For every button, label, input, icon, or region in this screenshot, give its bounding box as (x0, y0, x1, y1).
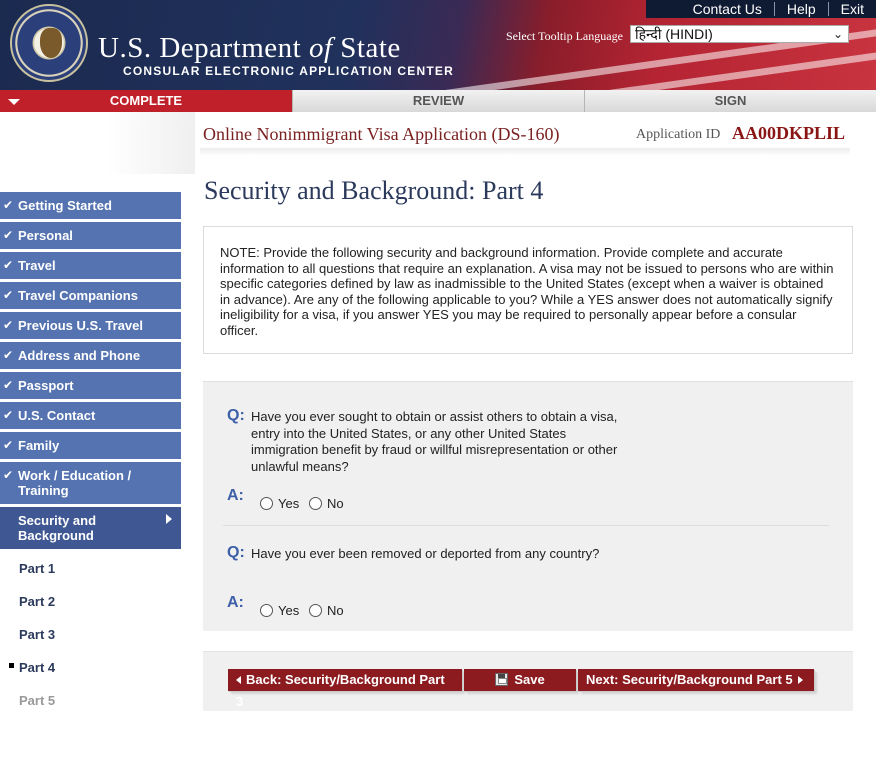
page-title: Security and Background: Part 4 (204, 176, 544, 205)
sidebar-item-label: U.S. Contact (18, 408, 96, 423)
answer-label: A: (227, 594, 244, 611)
question-label: Q: (227, 407, 245, 424)
question-text: Have you ever been removed or deported from any country? (251, 546, 600, 561)
checkmark-icon: ✔ (3, 228, 14, 242)
department-subtitle: CONSULAR ELECTRONIC APPLICATION CENTER (123, 64, 454, 78)
help-link[interactable]: Help (786, 1, 816, 17)
sidebar-item-label: Getting Started (18, 198, 112, 213)
question-divider (223, 525, 829, 526)
sidebar-item-travel-companions[interactable] (0, 282, 181, 312)
application-id-value: AA00DKPLIL (732, 123, 846, 143)
tooltip-language-select[interactable] (630, 25, 849, 43)
sidebar-item-passport[interactable] (0, 372, 181, 402)
sidebar-item-getting-started[interactable] (0, 192, 181, 222)
caret-down-icon (8, 99, 20, 105)
radio-yes-label: Yes (278, 603, 300, 618)
sidebar-item-label: Travel Companions (18, 288, 138, 303)
application-id-label: Application ID (636, 127, 721, 142)
progress-steps (0, 90, 876, 112)
next-button-label: Next: Security/Background Part 5 (586, 672, 793, 687)
title-part2: State (340, 32, 401, 64)
tooltip-language-label: Select Tooltip Language (506, 29, 623, 43)
checkmark-icon: ✔ (3, 378, 14, 392)
radio-no-label: No (327, 496, 344, 511)
sidebar-subitem-part-5: Part 5 (19, 693, 56, 708)
radio-no[interactable] (309, 496, 344, 511)
title-part1: U.S. Department (98, 32, 302, 64)
sidebar-nav (0, 192, 181, 717)
back-button-label: Back: Security/Background Part 3 (236, 672, 445, 709)
sidebar-item-work-education-training[interactable] (0, 462, 181, 507)
arrow-right-icon (798, 676, 803, 684)
title-divider (200, 148, 850, 156)
question-label: Q: (227, 544, 245, 561)
sidebar-subitem-part-4[interactable] (0, 651, 181, 684)
note-box: NOTE: Provide the following security and background information. Provide complete and accurate information to all questions that require an explanation. A visa may not be issued to persons who are within specific categories defined by law as inadmissible to the United States (except when a waiver is obtained in advance). Are any of the following applicable to you? While a YES answer does not automatically signify ineligibility for a visa, if you answer YES you may be required to personally appear before a consular officer. (203, 226, 853, 354)
sidebar-item-label: Personal (18, 228, 73, 243)
step-complete-label: COMPLETE (109, 93, 183, 108)
radio-circle-icon[interactable] (260, 604, 273, 617)
sidebar-item-us-contact[interactable] (0, 402, 181, 432)
sidebar-item-security-and-background[interactable] (0, 507, 181, 552)
sidebar-item-personal[interactable] (0, 222, 181, 252)
sidebar-top-fade (0, 112, 195, 174)
radio-yes-label: Yes (278, 496, 300, 511)
sidebar-subitem-part-2[interactable]: Part 2 (19, 594, 56, 609)
next-button[interactable] (578, 669, 814, 691)
checkmark-icon: ✔ (3, 318, 14, 332)
button-bar (203, 651, 853, 711)
sidebar-item-label: Passport (18, 378, 74, 393)
sidebar-item-label: Security and Background (18, 513, 97, 543)
language-selected-value: हिन्दी (HINDI) (635, 26, 713, 42)
checkmark-icon: ✔ (3, 348, 14, 362)
save-button-label: Save (514, 672, 545, 687)
top-links-bar (646, 0, 876, 18)
form-name: Online Nonimmigrant Visa Application (DS-160) (203, 124, 560, 144)
sidebar-item-label: Family (18, 438, 60, 453)
radio-circle-icon[interactable] (309, 497, 322, 510)
sidebar-item-label: Travel (18, 258, 56, 273)
title-of: of (308, 32, 333, 64)
radio-yes[interactable] (260, 603, 299, 618)
sidebar-subitem-part-3[interactable]: Part 3 (19, 627, 56, 642)
department-seal-logo (10, 4, 88, 82)
step-review[interactable] (292, 90, 584, 112)
current-marker-icon (9, 663, 14, 668)
contact-us-link[interactable]: Contact Us (692, 1, 762, 17)
sidebar-item-previous-us-travel[interactable] (0, 312, 181, 342)
answer-label: A: (227, 487, 244, 504)
radio-yes[interactable] (260, 496, 299, 511)
chevron-down-icon: ⌄ (832, 27, 843, 41)
department-title (98, 32, 401, 65)
radio-no-label: No (327, 603, 344, 618)
step-complete[interactable] (0, 90, 292, 112)
exit-link[interactable]: Exit (840, 1, 864, 17)
sidebar-item-family[interactable] (0, 432, 181, 462)
site-header (0, 0, 876, 90)
sidebar-item-address-and-phone[interactable] (0, 342, 181, 372)
back-button[interactable] (228, 669, 462, 709)
floppy-disk-icon (495, 673, 508, 686)
arrow-right-icon (166, 514, 172, 524)
step-review-label: REVIEW (412, 93, 465, 108)
checkmark-icon: ✔ (3, 258, 14, 272)
step-sign[interactable] (584, 90, 876, 112)
sidebar-item-label: Address and Phone (18, 348, 141, 363)
radio-no[interactable] (309, 603, 344, 618)
checkmark-icon: ✔ (3, 438, 14, 452)
arrow-left-icon (236, 676, 241, 684)
eagle-icon (40, 28, 62, 58)
sidebar-item-travel[interactable] (0, 252, 181, 282)
question-text: Have you ever sought to obtain or assist others to obtain a visa, entry into the United States, or any other United States immigration benefit by fraud or willful misrepresentation or other unlawful means? (251, 409, 618, 474)
step-sign-label: SIGN (714, 93, 747, 108)
radio-circle-icon[interactable] (260, 497, 273, 510)
checkmark-icon: ✔ (3, 408, 14, 422)
sidebar-item-label: Previous U.S. Travel (18, 318, 144, 333)
sidebar-item-label: Work / Education / Training (18, 468, 132, 498)
sidebar-subitem-label: Part 4 (19, 660, 56, 675)
checkmark-icon: ✔ (3, 288, 14, 302)
checkmark-icon: ✔ (3, 468, 14, 482)
save-button[interactable] (464, 669, 576, 691)
radio-circle-icon[interactable] (309, 604, 322, 617)
questions-panel (203, 381, 853, 631)
sidebar-subitem-part-1[interactable]: Part 1 (19, 561, 56, 576)
checkmark-icon: ✔ (3, 198, 14, 212)
